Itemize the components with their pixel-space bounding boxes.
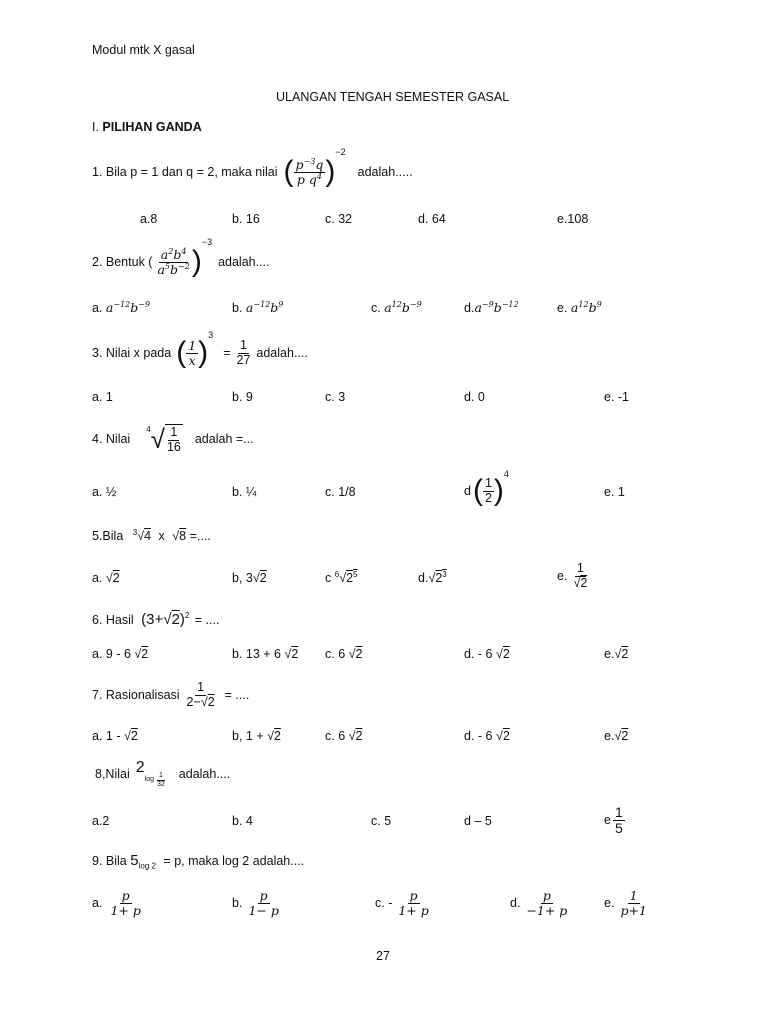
- q7-option-e[interactable]: e.√2: [604, 729, 629, 743]
- q1-option-d[interactable]: d. 64: [418, 212, 446, 226]
- q4-option-b[interactable]: b. ¼: [232, 485, 257, 499]
- q5-option-a[interactable]: a. √2: [92, 571, 120, 585]
- question-3: 3. Nilai x pada ( $\frac{1}{x}$ ) 3 = $\frac{1}{27}$ adalah....: [92, 330, 308, 369]
- q8-text: 8,Nilai: [95, 767, 130, 781]
- q7-fraction: $\frac{1}{2-√2}$: [186, 680, 215, 709]
- q1-option-c[interactable]: c. 32: [325, 212, 353, 226]
- q3-equals: =: [223, 346, 231, 360]
- q7-option-d[interactable]: d. - 6 √2: [464, 729, 510, 743]
- q7-option-b[interactable]: b, 1 + √2: [232, 729, 281, 743]
- q8-option-d[interactable]: d – 5: [464, 814, 492, 828]
- q1-close-paren: ): [325, 155, 336, 188]
- q4-option-e[interactable]: e. 1: [604, 485, 625, 499]
- question-8: [95, 756, 230, 792]
- q3-option-e[interactable]: e. -1: [604, 390, 630, 404]
- q6-option-e[interactable]: e.√2: [604, 647, 629, 661]
- q5-option-c[interactable]: c $^6√2^5$: [325, 569, 358, 585]
- q9-suffix: = p, maka log 2 adalah....: [163, 854, 305, 868]
- q5-times: x: [158, 529, 165, 543]
- q4-option-a[interactable]: a. ½: [92, 485, 117, 499]
- question-9: [92, 853, 304, 869]
- q1-option-b[interactable]: b. 16: [232, 212, 260, 226]
- q2-option-a[interactable]: a. $a^{-12}b^{-9}$: [92, 299, 151, 315]
- q8-option-c[interactable]: c. 5: [371, 814, 392, 828]
- q1-open-paren: (: [283, 155, 294, 188]
- q5-suffix: =....: [189, 529, 211, 543]
- q3-close-paren: ): [198, 336, 209, 369]
- q3-option-b[interactable]: b. 9: [232, 390, 253, 404]
- q9-text: 9. Bila: [92, 854, 127, 868]
- q2-option-d[interactable]: $d.a^{-9}b^{-12}$: [464, 299, 519, 315]
- section-name: PILIHAN GANDA: [102, 120, 202, 134]
- question-4: [92, 418, 254, 460]
- q3-option-d[interactable]: d. 0: [464, 390, 485, 404]
- q7-suffix: = ....: [224, 688, 250, 702]
- q9-base: 5: [130, 852, 139, 869]
- q8-log-expression: 2 log $\frac{1}{32}$: [135, 759, 165, 788]
- q9-option-e[interactable]: e. $\frac{1}{p+1}$: [604, 888, 647, 918]
- q9-option-d[interactable]: d. $\frac{p}{-1+ p}$: [510, 888, 568, 918]
- q5-root-1: $^3$√4: [132, 527, 152, 543]
- question-7: [92, 676, 249, 714]
- q3-rhs-fraction: $\frac{1}{27}$: [236, 338, 251, 367]
- q5-root-2: √8: [172, 529, 187, 543]
- q7-option-a[interactable]: a. 1 - √2: [92, 729, 138, 743]
- q5-option-b[interactable]: b, 3√2: [232, 571, 267, 585]
- q9-option-a[interactable]: a. $\frac{p}{1+ p}$: [92, 888, 141, 918]
- q4-option-d[interactable]: d ( $\frac{1}{2}$ ) 4: [464, 469, 509, 507]
- q6-option-b[interactable]: b. 13 + 6 √2: [232, 647, 299, 661]
- q2-suffix: adalah....: [218, 255, 270, 269]
- q1-fraction: $\frac{p^{-3}q}{p q^4}$: [295, 157, 324, 187]
- q2-option-c[interactable]: c. $a^{12}b^{-9}$: [371, 299, 422, 315]
- question-1: 1. Bila p = 1 dan q = 2, maka nilai ( $\frac{p^{-3}q}{p q^4}$ ) −2 adalah.....: [92, 147, 413, 188]
- q6-text: 6. Hasil: [92, 613, 134, 627]
- question-2: 2. Bentuk ( $\frac{a^2b^4}{a^5b^{-2}}$ ) −3 adalah....: [92, 237, 270, 278]
- q4-text: 4. Nilai: [92, 432, 131, 446]
- page-number: 27: [376, 949, 390, 963]
- q7-text: 7. Rasionalisasi: [92, 688, 180, 702]
- q5-option-e[interactable]: e. $\frac{1}{√2}$: [557, 561, 588, 590]
- q5-option-d[interactable]: $d.√2^3$: [418, 569, 447, 585]
- q9-option-c[interactable]: c. - $\frac{p}{1+ p}$: [375, 888, 429, 918]
- q1-option-e[interactable]: e.108: [557, 212, 589, 226]
- q8-option-e[interactable]: e $\frac{1}{5}$: [604, 803, 623, 836]
- q1-suffix: adalah.....: [357, 165, 413, 179]
- q8-suffix: adalah....: [178, 767, 231, 781]
- q3-text: 3. Nilai x pada: [92, 346, 172, 360]
- q8-option-a[interactable]: a.2: [92, 814, 110, 828]
- q1-option-a[interactable]: a.8: [140, 212, 158, 226]
- q1-text: 1. Bila p = 1 dan q = 2, maka nilai: [92, 165, 278, 179]
- q3-option-a[interactable]: a. 1: [92, 390, 113, 404]
- q3-suffix: adalah....: [256, 346, 308, 360]
- question-6: [92, 612, 219, 628]
- q3-lhs-fraction: $\frac{1}{x}$: [188, 338, 197, 368]
- q8-option-b[interactable]: b. 4: [232, 814, 253, 828]
- q2-text: 2. Bentuk (: [92, 255, 153, 269]
- q3-open-paren: (: [176, 336, 187, 369]
- q6-expression: $(3+√2)^2$: [141, 611, 190, 628]
- q4-option-c[interactable]: c. 1/8: [325, 485, 356, 499]
- q6-option-a[interactable]: a. 9 - 6 √2: [92, 647, 149, 661]
- module-header: Modul mtk X gasal: [92, 43, 195, 57]
- section-heading: [92, 119, 202, 135]
- section-number: I.: [92, 120, 103, 134]
- q4-radical: 4 √ $\frac{1}{16}$: [146, 424, 181, 454]
- q4-suffix: adalah =...: [194, 432, 254, 446]
- q6-option-d[interactable]: d. - 6 √2: [464, 647, 510, 661]
- q9-subscript: log 2: [138, 861, 156, 871]
- exam-title: ULANGAN TENGAH SEMESTER GASAL: [276, 90, 510, 104]
- q2-fraction: $\frac{a^2b^4}{a^5b^{-2}}$: [157, 247, 190, 277]
- q6-suffix: = ....: [194, 613, 220, 627]
- q6-option-c[interactable]: c. 6 √2: [325, 647, 363, 661]
- q2-close-paren: ): [191, 245, 202, 278]
- q3-option-c[interactable]: c. 3: [325, 390, 346, 404]
- question-5: [92, 528, 211, 544]
- q2-option-b[interactable]: b. $a^{-12}b^9$: [232, 299, 284, 315]
- q9-option-b[interactable]: b. $\frac{p}{1- p}$: [232, 888, 279, 918]
- q7-option-c[interactable]: c. 6 √2: [325, 729, 363, 743]
- q2-option-e[interactable]: e. $a^{12}b^9$: [557, 299, 602, 315]
- q5-text: 5.Bila: [92, 529, 124, 543]
